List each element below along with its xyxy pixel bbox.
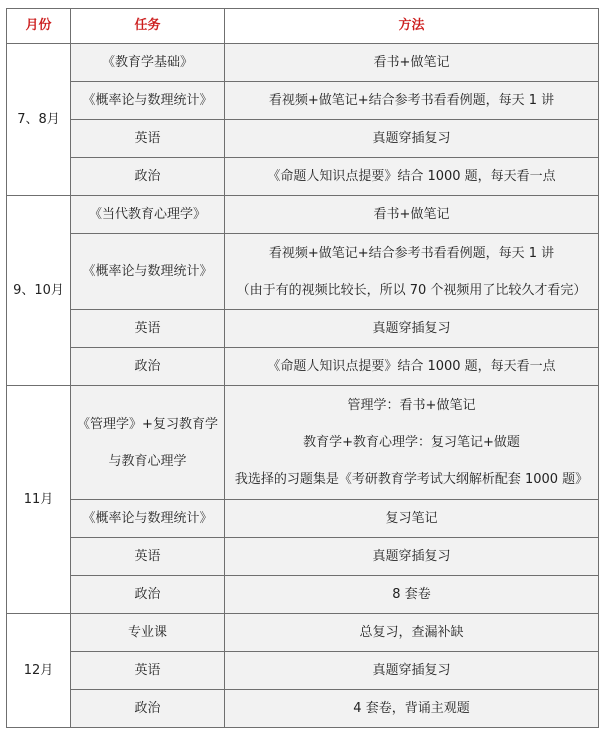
method-cell: 8 套卷: [225, 576, 599, 614]
task-cell: 专业课: [71, 614, 225, 652]
table-row: [7, 614, 599, 652]
month-cell: 9、10月: [7, 196, 71, 386]
method-cell: 看书+做笔记: [225, 196, 599, 234]
method-cell: 看视频+做笔记+结合参考书看看例题，每天 1 讲: [225, 82, 599, 120]
table-row: [7, 538, 599, 576]
task-cell: 《概率论与数理统计》: [71, 500, 225, 538]
table-row: [7, 234, 599, 310]
task-cell: 政治: [71, 348, 225, 386]
task-cell: 英语: [71, 310, 225, 348]
task-cell: 政治: [71, 158, 225, 196]
task-line: 与教育心理学: [108, 453, 187, 469]
table-row: [7, 82, 599, 120]
task-cell: 政治: [71, 690, 225, 728]
task-cell: 《教育学基础》: [71, 44, 225, 82]
table-row: [7, 690, 599, 728]
task-cell: [71, 386, 225, 500]
method-cell: 《命题人知识点提要》结合 1000 题，每天看一点: [225, 348, 599, 386]
month-cell: 11月: [7, 386, 71, 614]
header-month: 月份: [7, 9, 71, 44]
table-row: [7, 500, 599, 538]
method-cell: 《命题人知识点提要》结合 1000 题，每天看一点: [225, 158, 599, 196]
table-row: [7, 120, 599, 158]
header-row: [7, 9, 599, 44]
table-row: [7, 652, 599, 690]
study-plan-table: [6, 8, 599, 728]
task-cell: 英语: [71, 538, 225, 576]
month-cell: 12月: [7, 614, 71, 728]
method-cell: 真题穿插复习: [225, 120, 599, 158]
method-cell: [225, 234, 599, 310]
method-line: 我选择的习题集是《考研教育学考试大纲解析配套 1000 题》: [234, 472, 589, 487]
task-cell: 《概率论与数理统计》: [71, 82, 225, 120]
task-cell: 政治: [71, 576, 225, 614]
method-line: 管理学：看书+做笔记: [347, 398, 476, 413]
task-cell: 《概率论与数理统计》: [71, 234, 225, 310]
task-line: 《管理学》+复习教育学: [77, 416, 218, 432]
method-cell: 总复习，查漏补缺: [225, 614, 599, 652]
method-cell: 复习笔记: [225, 500, 599, 538]
method-cell: 真题穿插复习: [225, 538, 599, 576]
method-cell: 真题穿插复习: [225, 652, 599, 690]
method-cell: 看书+做笔记: [225, 44, 599, 82]
table-row: [7, 576, 599, 614]
table-row: [7, 44, 599, 82]
task-cell: 英语: [71, 120, 225, 158]
table-row: [7, 386, 599, 500]
table-row: [7, 348, 599, 386]
header-method: 方法: [225, 9, 599, 44]
table-row: [7, 196, 599, 234]
month-cell: 7、8月: [7, 44, 71, 196]
method-cell: 4 套卷，背诵主观题: [225, 690, 599, 728]
table-row: [7, 158, 599, 196]
method-line: 看视频+做笔记+结合参考书看看例题，每天 1 讲: [268, 245, 555, 261]
task-cell: 英语: [71, 652, 225, 690]
method-cell: 真题穿插复习: [225, 310, 599, 348]
task-cell: 《当代教育心理学》: [71, 196, 225, 234]
header-task: 任务: [71, 9, 225, 44]
method-line: （由于有的视频比较长，所以 70 个视频用了比较久才看完）: [236, 282, 587, 298]
table-row: [7, 310, 599, 348]
method-cell: [225, 386, 599, 500]
method-line: 教育学+教育心理学：复习笔记+做题: [303, 435, 520, 450]
